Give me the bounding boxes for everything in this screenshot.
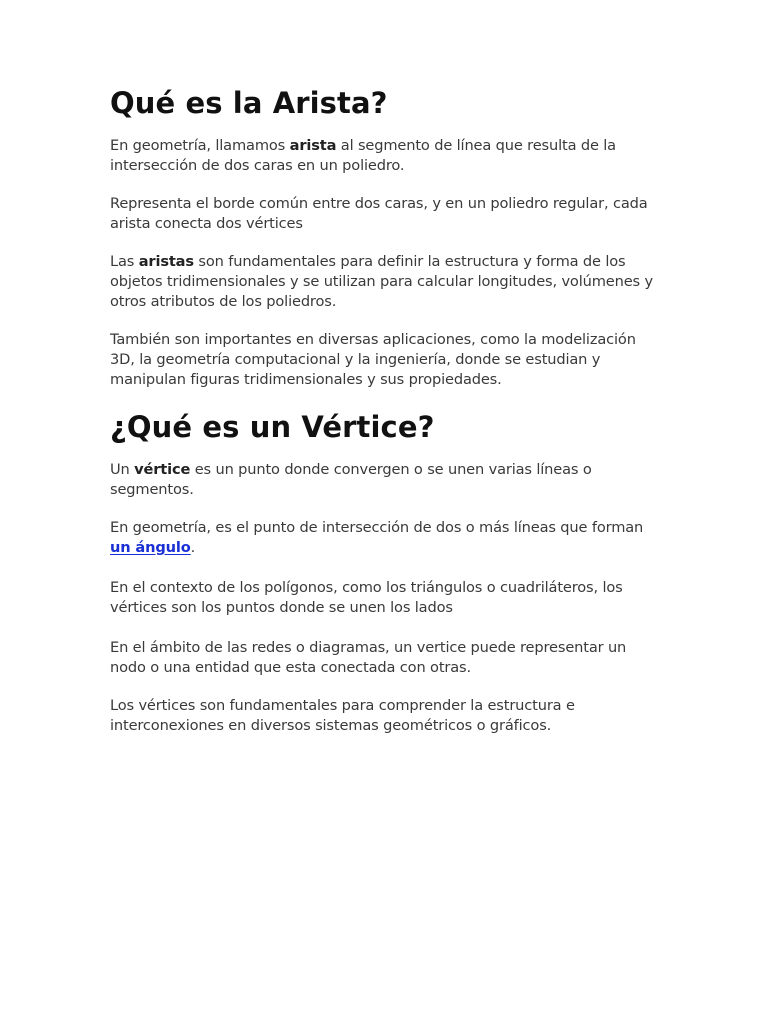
text: al segmento de línea que resulta de la intersección de dos caras en un poliedro. [110, 137, 616, 174]
text: En geometría, es el punto de intersección de dos o más líneas que forman [110, 519, 644, 536]
paragraph-vertice-networks: En el ámbito de las redes o diagramas, un vertice puede representar un nodo o una entidad que esta conectada con otras. [110, 639, 627, 676]
text: Un [110, 461, 135, 478]
paragraph-vertice-polygons: En el contexto de los polígonos, como los triángulos o cuadriláteros, los vértices son los puntos donde se unen los lados [110, 579, 623, 616]
paragraph-arista-border: Representa el borde común entre dos caras, y en un poliedro regular, cada arista conecta dos vértices [110, 195, 648, 232]
paragraph-aristas-applications: También son importantes en diversas aplicaciones, como la modelización 3D, la geometría computacional y la ingeniería, donde se estudian y manipulan figuras tridimensionales y sus propiedades. [110, 331, 636, 388]
text: . [190, 539, 196, 556]
heading-arista: Qué es la Arista? [110, 86, 388, 120]
paragraph-vertice-geometry [110, 518, 658, 558]
paragraph-vertice-definition [110, 460, 658, 500]
text: Las [110, 253, 139, 270]
article [110, 84, 658, 754]
text: En geometría, llamamos [110, 137, 290, 154]
paragraph-arista-definition [110, 136, 658, 176]
bold-term-arista: arista [289, 137, 337, 154]
paragraph-aristas-fundamental [110, 252, 658, 312]
text: son fundamentales para definir la estructura y forma de los objetos tridimensionales y se utilizan para calcular longitudes, volúmenes y otros atributos de los poliedros. [110, 253, 653, 310]
angulo-link[interactable]: un ángulo [110, 539, 191, 556]
text: es un punto donde convergen o se unen varias líneas o segmentos. [110, 461, 592, 498]
bold-term-aristas: aristas [138, 253, 194, 270]
heading-vertice: ¿Qué es un Vértice? [110, 410, 435, 444]
bold-term-vertice: vértice [134, 461, 191, 478]
paragraph-vertice-importance: Los vértices son fundamentales para comprender la estructura e interconexiones en diversos sistemas geométricos o gráficos. [110, 697, 575, 734]
